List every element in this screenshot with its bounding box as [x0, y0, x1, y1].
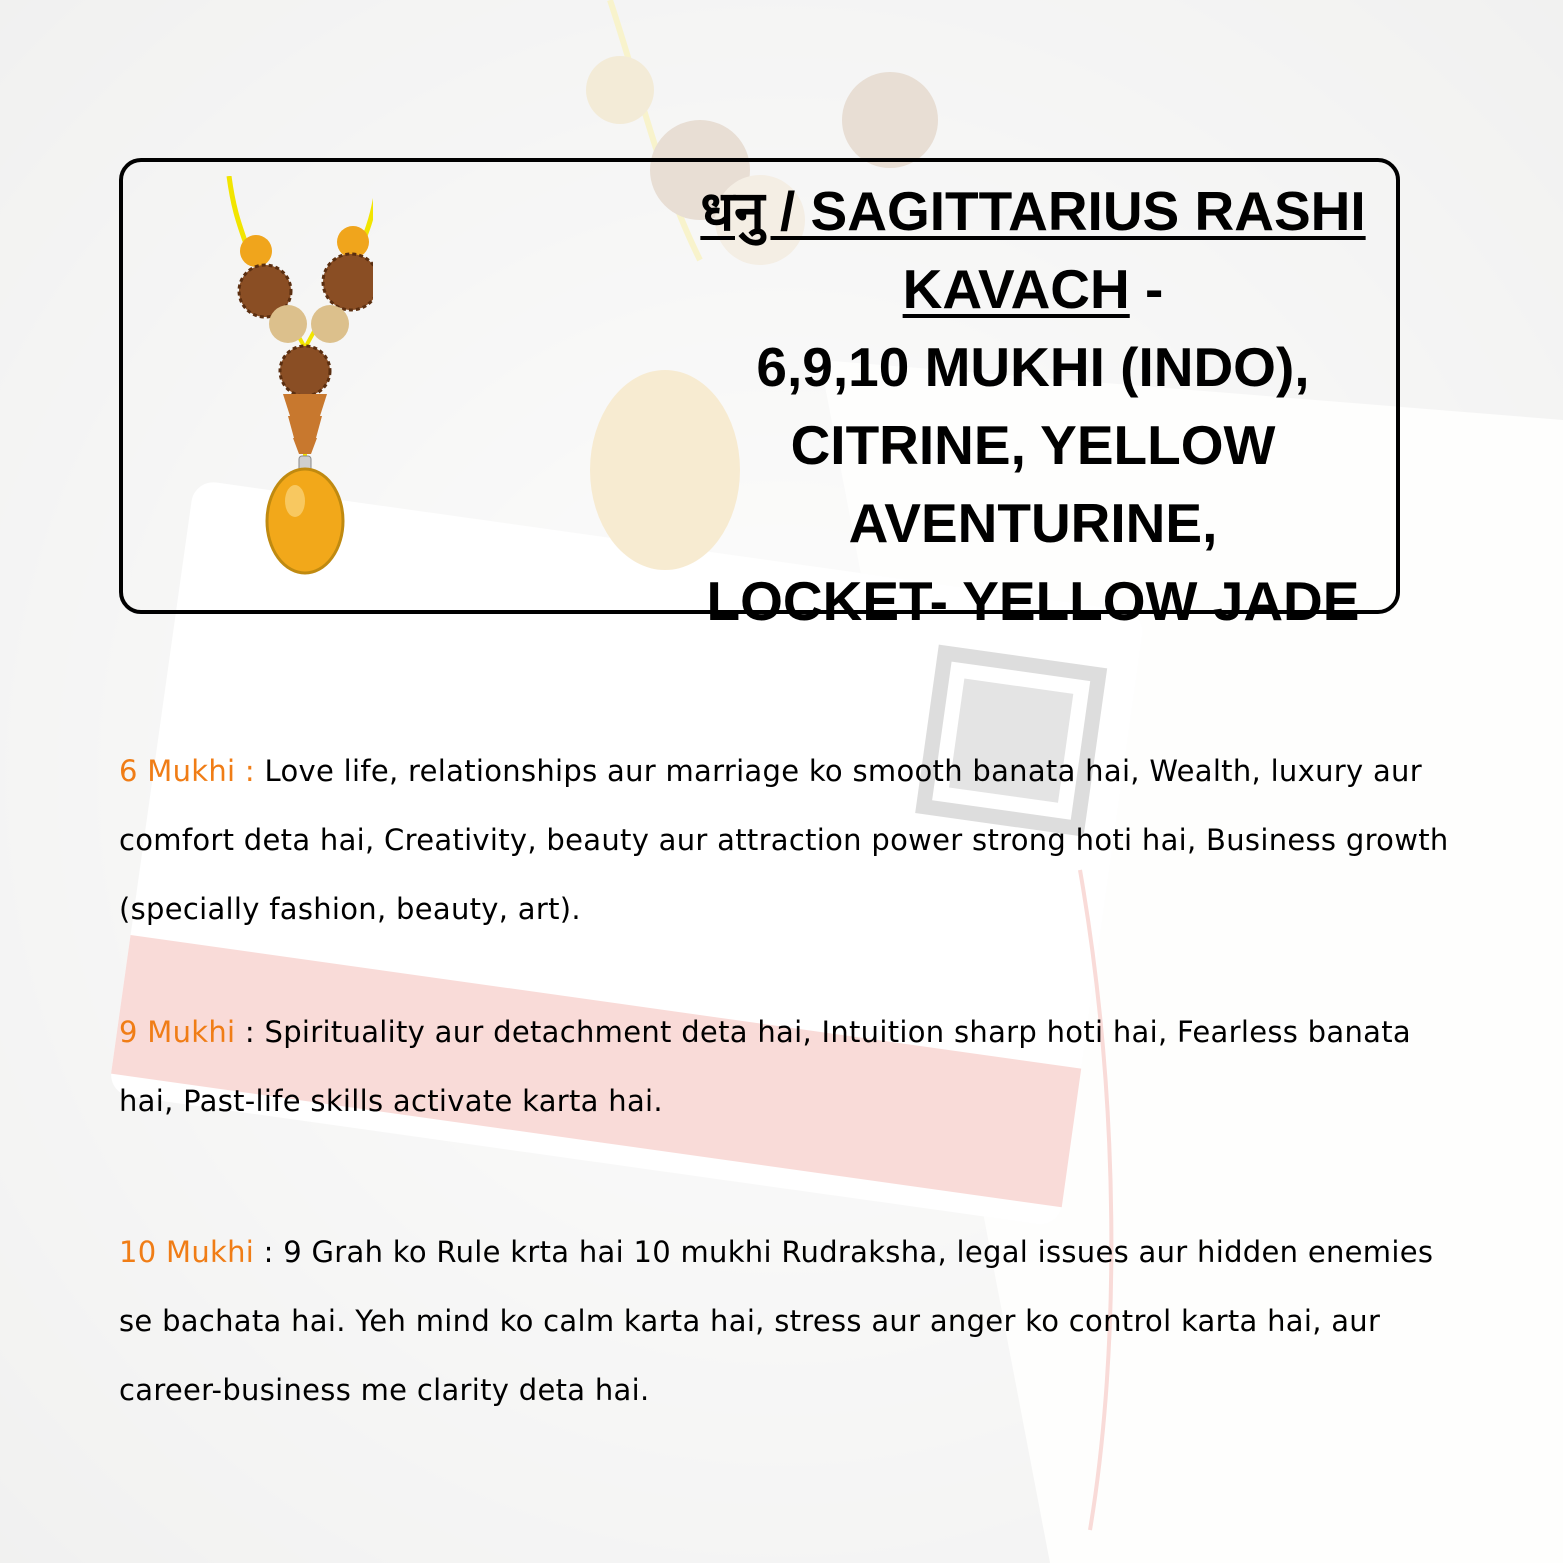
title-line-2 [683, 250, 1383, 328]
mukhi-9-label: 9 Mukhi [119, 1015, 236, 1049]
title-line-3: 6,9,10 MUKHI (INDO), [756, 336, 1310, 398]
mukhi-10-description [119, 1218, 1449, 1425]
mukhi-6-description [119, 737, 1449, 944]
title-box [119, 158, 1400, 632]
mukhi-10-text: : 9 Grah ko Rule krta hai 10 mukhi Rudraksha, legal issues aur hidden enemies se bachata hai. Yeh mind ko calm karta hai, stress aur anger ko control karta hai, aur career-business me clarity deta hai. [119, 1235, 1434, 1407]
title-line-2-rest: - [1129, 258, 1164, 320]
mukhi-10-label: 10 Mukhi [119, 1235, 255, 1269]
mukhi-9-description [119, 998, 1449, 1136]
product-title [683, 172, 1383, 640]
title-line-6: LOCKET- YELLOW JADE [706, 570, 1360, 632]
title-line-5: AVENTURINE, [848, 492, 1218, 554]
mukhi-9-text: : Spirituality aur detachment deta hai, Intuition sharp hoti hai, Fearless banata hai, Past-life skills activate karta hai. [119, 1015, 1411, 1118]
mukhi-6-text: Love life, relationships aur marriage ko smooth banata hai, Wealth, luxury aur comfort deta hai, Creativity, beauty aur attraction power strong hoti hai, Business growth (specially fashion, beauty, art). [119, 754, 1449, 926]
title-line-4: CITRINE, YELLOW [790, 414, 1276, 476]
mukhi-6-label: 6 Mukhi : [119, 754, 255, 788]
title-line-1: धनु / SAGITTARIUS RASHI [700, 180, 1366, 242]
rudraksha-kavach-pendant-icon [223, 176, 373, 590]
title-line-2-underlined: KAVACH [902, 258, 1130, 320]
